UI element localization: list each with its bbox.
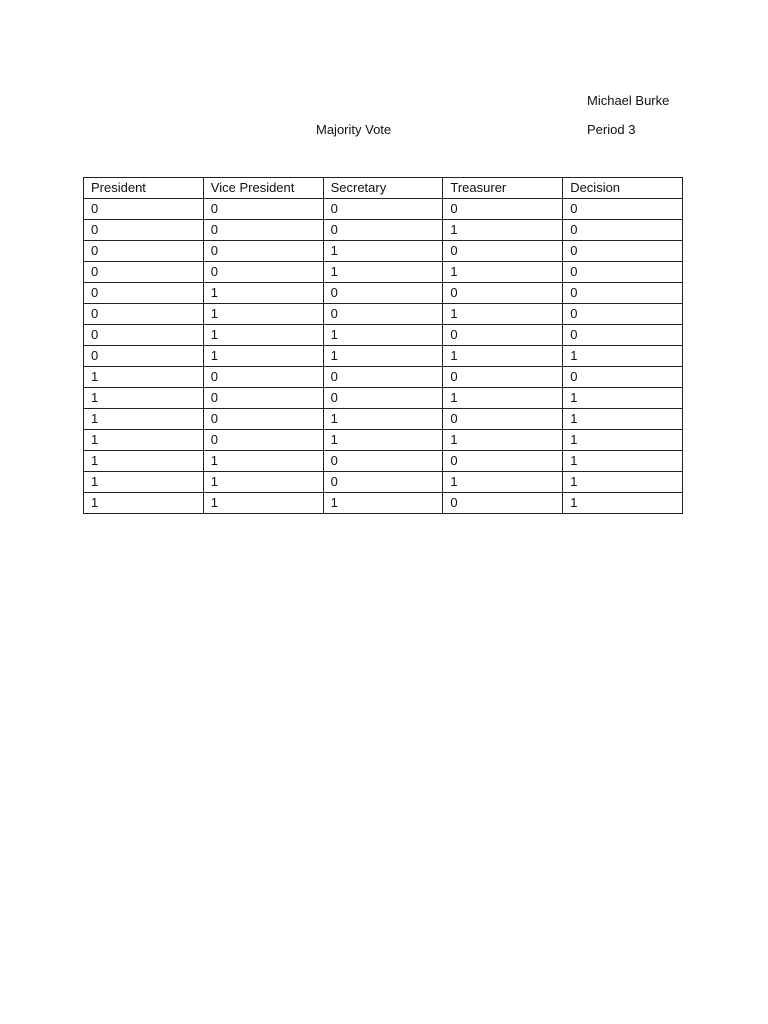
table-row <box>84 493 683 514</box>
table-cell: 1 <box>203 346 323 367</box>
table-cell: 0 <box>443 283 563 304</box>
table-cell: 0 <box>563 283 683 304</box>
table-cell: 1 <box>203 283 323 304</box>
table-cell: 1 <box>563 346 683 367</box>
table-cell: 1 <box>323 409 443 430</box>
table-cell: 0 <box>84 304 204 325</box>
table-cell: 1 <box>203 493 323 514</box>
table-cell: 0 <box>84 283 204 304</box>
truth-table <box>83 177 683 514</box>
table-cell: 1 <box>203 325 323 346</box>
table-cell: 0 <box>563 367 683 388</box>
table-cell: 0 <box>443 199 563 220</box>
table-row <box>84 199 683 220</box>
table-cell: 0 <box>84 346 204 367</box>
table-row <box>84 409 683 430</box>
table-cell: 0 <box>203 409 323 430</box>
table-body <box>84 199 683 514</box>
table-cell: 1 <box>563 451 683 472</box>
table-cell: 0 <box>563 220 683 241</box>
table-cell: 0 <box>203 388 323 409</box>
table-cell: 0 <box>563 262 683 283</box>
table-cell: 1 <box>563 430 683 451</box>
table-cell: 1 <box>84 472 204 493</box>
table-cell: 0 <box>84 241 204 262</box>
table-row <box>84 220 683 241</box>
table-cell: 0 <box>323 220 443 241</box>
table-cell: 1 <box>323 493 443 514</box>
table-cell: 0 <box>203 220 323 241</box>
table-cell: 0 <box>443 451 563 472</box>
column-header-president: President <box>84 178 204 199</box>
table-cell: 0 <box>203 199 323 220</box>
table-cell: 1 <box>563 409 683 430</box>
table-row <box>84 367 683 388</box>
table-cell: 0 <box>323 367 443 388</box>
table-cell: 1 <box>563 472 683 493</box>
table-row <box>84 346 683 367</box>
table-cell: 0 <box>84 199 204 220</box>
table-cell: 1 <box>84 451 204 472</box>
table-row <box>84 241 683 262</box>
table-cell: 0 <box>323 388 443 409</box>
column-header-decision: Decision <box>563 178 683 199</box>
table-cell: 0 <box>203 241 323 262</box>
table-cell: 1 <box>203 472 323 493</box>
table-cell: 0 <box>323 451 443 472</box>
table-cell: 1 <box>563 388 683 409</box>
table-row <box>84 283 683 304</box>
table-cell: 0 <box>563 241 683 262</box>
table-cell: 1 <box>443 430 563 451</box>
table-cell: 0 <box>443 493 563 514</box>
table-row <box>84 388 683 409</box>
table-row <box>84 262 683 283</box>
table-cell: 0 <box>84 325 204 346</box>
table-cell: 1 <box>84 493 204 514</box>
author-name: Michael Burke <box>587 93 670 108</box>
table-cell: 1 <box>203 304 323 325</box>
table-cell: 0 <box>443 367 563 388</box>
column-header-vice-president: Vice President <box>203 178 323 199</box>
table-cell: 1 <box>443 472 563 493</box>
table-cell: 1 <box>323 262 443 283</box>
table-cell: 0 <box>563 304 683 325</box>
table-cell: 1 <box>84 367 204 388</box>
table-cell: 1 <box>84 430 204 451</box>
table-cell: 0 <box>203 367 323 388</box>
table-header-row <box>84 178 683 199</box>
table-cell: 0 <box>84 262 204 283</box>
table-row <box>84 451 683 472</box>
table-cell: 0 <box>563 325 683 346</box>
table-cell: 0 <box>443 241 563 262</box>
table-cell: 0 <box>443 325 563 346</box>
column-header-treasurer: Treasurer <box>443 178 563 199</box>
table-cell: 0 <box>443 409 563 430</box>
table-cell: 0 <box>84 220 204 241</box>
table-cell: 0 <box>203 430 323 451</box>
table-cell: 1 <box>563 493 683 514</box>
document-title: Majority Vote <box>316 122 392 137</box>
table-cell: 1 <box>323 241 443 262</box>
table-cell: 1 <box>84 388 204 409</box>
table-cell: 1 <box>323 430 443 451</box>
table-cell: 1 <box>443 346 563 367</box>
table-row <box>84 304 683 325</box>
table-row <box>84 472 683 493</box>
table-cell: 0 <box>563 199 683 220</box>
table-cell: 1 <box>84 409 204 430</box>
table-row <box>84 325 683 346</box>
table-cell: 0 <box>323 304 443 325</box>
table-cell: 0 <box>203 262 323 283</box>
table-cell: 1 <box>443 304 563 325</box>
table-cell: 1 <box>323 325 443 346</box>
table-cell: 1 <box>323 346 443 367</box>
table-cell: 0 <box>323 472 443 493</box>
class-period: Period 3 <box>587 122 636 137</box>
table-cell: 0 <box>323 283 443 304</box>
table-cell: 1 <box>203 451 323 472</box>
table-cell: 1 <box>443 220 563 241</box>
column-header-secretary: Secretary <box>323 178 443 199</box>
table-cell: 1 <box>443 388 563 409</box>
table-row <box>84 430 683 451</box>
table-cell: 1 <box>443 262 563 283</box>
table-cell: 0 <box>323 199 443 220</box>
